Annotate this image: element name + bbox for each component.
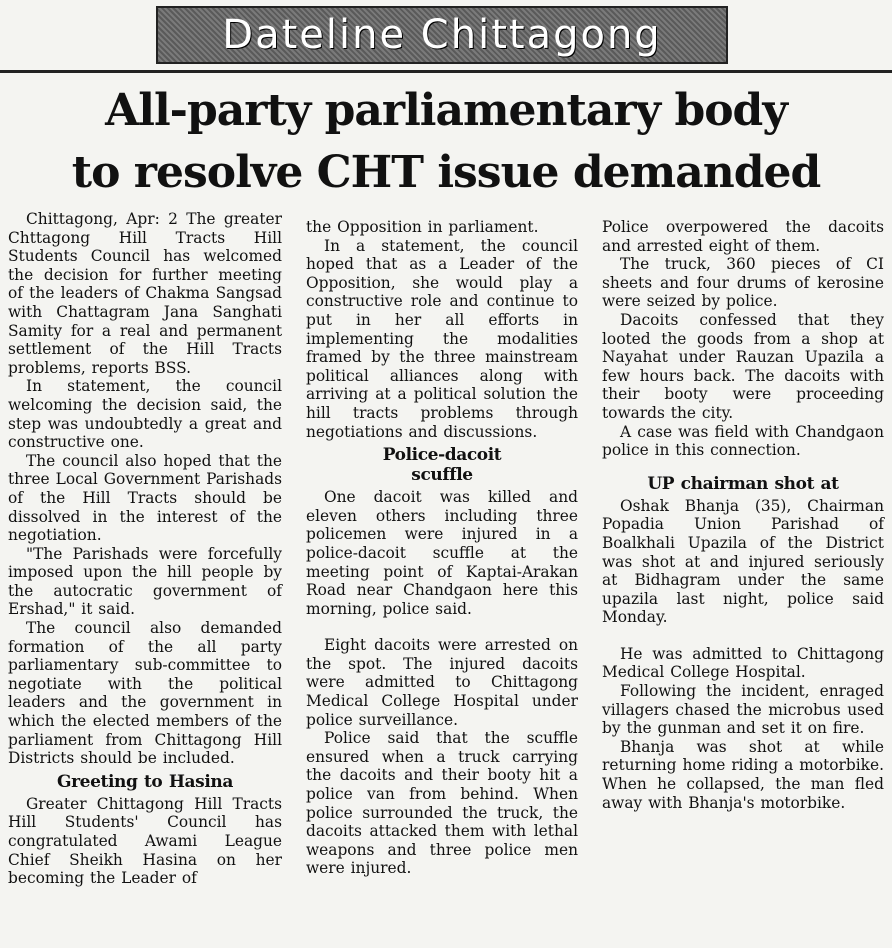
paragraph: Police overpowered the dacoits and arrested eight of them.	[602, 218, 884, 255]
paragraph: One dacoit was killed and eleven others including three policemen were injured in a police-dacoit scuffle at the meeting point of Kaptai-Arakan Road near Chandgaon here this morning, police said.	[306, 488, 578, 618]
paragraph: The council also hoped that the three Local Government Parishads of the Hill Tracts should be dissolved in the interest of the negotiation.	[8, 451, 282, 545]
paragraph: Dacoits confessed that they looted the goods from a shop at Nayahat under Rauzan Upazila a few hours back. The dacoits with their booty were proceeding towards the city.	[602, 310, 884, 422]
divider-rule	[0, 70, 892, 73]
headline-line-1: All-party parliamentary body	[105, 85, 787, 136]
subheading-up-chairman: UP chairman shot at	[647, 473, 839, 494]
paragraph: Following the incident, enraged villagers chased the microbus used by the gunman and set it on fire.	[602, 682, 884, 738]
paragraph: Greater Chittagong Hill Tracts Hill Students' Council has congratulated Awami League Chief Sheikh Hasina on her becoming the Leader of	[8, 794, 282, 888]
paragraph: Oshak Bhanja (35), Chairman Popadia Union Parishad of Boalkhali Upazila of the District was shot at and injured seriously at Bidhagram under the same upazila last night, police said Monday.	[602, 496, 884, 627]
paragraph: Bhanja was shot at while returning home riding a motorbike. When he collapsed, the man fled away with Bhanja's motorbike.	[602, 737, 884, 812]
paragraph: Eight dacoits were arrested on the spot. The injured dacoits were admitted to Chittagong Medical College Hospital under police surveillance.	[306, 636, 578, 729]
paragraph: The truck, 360 pieces of CI sheets and four drums of kerosine were seized by police.	[602, 255, 884, 311]
paragraph: He was admitted to Chittagong Medical College Hospital.	[602, 644, 884, 682]
paragraph: the Opposition in parliament.	[306, 218, 539, 236]
headline-line-2: to resolve CHT issue demanded	[71, 147, 821, 198]
banner-title: Dateline Chittagong	[222, 12, 662, 58]
paragraph: The council also demanded formation of the all party parliamentary sub-committee to negotiate with the political leaders and the government in which the elected members of the parliament from Chittagong Hill Districts should be included.	[8, 619, 282, 768]
column-3	[602, 218, 884, 812]
subheading-greeting: Greeting to Hasina	[57, 771, 233, 792]
paragraph: Chittagong, Apr: 2 The greater Chttagong Hill Tracts Hill Students Council has welcomed the decision for further meeting of the leaders of Chakma Sangsad with Chattagram Jana Sanghati Samity for a real and permanent settlement of the Hill Tracts problems, reports BSS.	[8, 210, 282, 377]
subheading-police-dacoit: Police-dacoit scuffle	[382, 445, 502, 486]
paragraph: In statement, the council welcoming the decision said, the step was undoubtedly a great and constructive one.	[8, 377, 282, 452]
paragraph: A case was field with Chandgaon police in this connection.	[602, 422, 884, 460]
section-banner	[156, 6, 728, 64]
paragraph: In a statement, the council hoped that as a Leader of the Opposition, she would play a constructive role and continue to put in her all efforts in implementing the modalities framed by the three mainstream political alliances along with arriving at a political solution the hill tracts problems through negotiations and discussions.	[306, 236, 578, 441]
column-1	[8, 210, 282, 888]
paragraph: "The Parishads were forcefully imposed upon the hill people by the autocratic government of Ershad," it said.	[8, 544, 282, 619]
column-2	[306, 218, 578, 878]
headline	[0, 80, 892, 204]
paragraph: Police said that the scuffle ensured when a truck carrying the dacoits and their booty hit a police van from behind. When police surrounded the truck, the dacoits attacked them with lethal weapons and three police men were injured.	[306, 729, 578, 878]
